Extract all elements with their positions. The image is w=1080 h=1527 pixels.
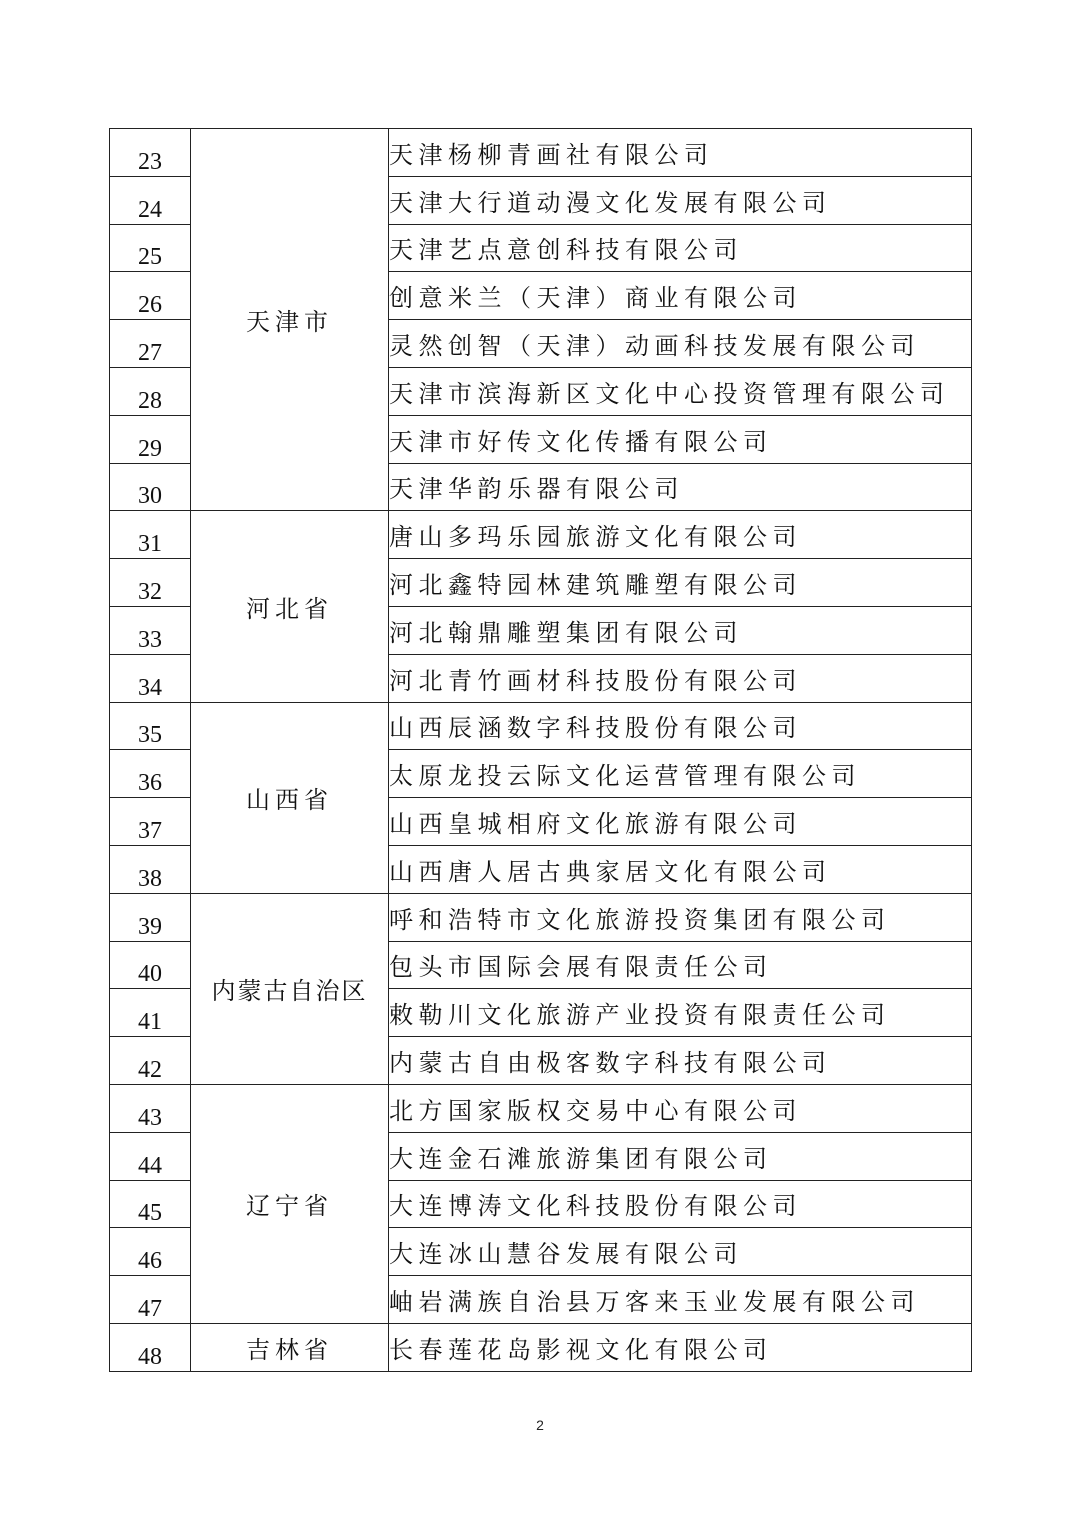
table-row (110, 893, 972, 941)
company-name: 唐山多玛乐园旅游文化有限公司 (389, 511, 972, 559)
row-number: 23 (110, 129, 191, 177)
province-cell: 吉林省 (191, 1323, 389, 1371)
row-number: 42 (110, 1037, 191, 1085)
table-row (110, 511, 972, 559)
company-name: 长春莲花岛影视文化有限公司 (389, 1323, 972, 1371)
row-number: 31 (110, 511, 191, 559)
company-name: 天津市滨海新区文化中心投资管理有限公司 (389, 367, 972, 415)
row-number: 44 (110, 1132, 191, 1180)
company-name: 岫岩满族自治县万客来玉业发展有限公司 (389, 1276, 972, 1324)
row-number: 28 (110, 367, 191, 415)
page-number: 2 (536, 1417, 544, 1433)
province-cell: 内蒙古自治区 (191, 893, 389, 1084)
row-number: 38 (110, 845, 191, 893)
row-number: 45 (110, 1180, 191, 1228)
company-name: 天津华韵乐器有限公司 (389, 463, 972, 511)
company-name: 北方国家版权交易中心有限公司 (389, 1084, 972, 1132)
company-name: 大连博涛文化科技股份有限公司 (389, 1180, 972, 1228)
province-cell: 天津市 (191, 129, 389, 511)
company-name: 天津市好传文化传播有限公司 (389, 415, 972, 463)
row-number: 34 (110, 654, 191, 702)
company-name: 山西皇城相府文化旅游有限公司 (389, 798, 972, 846)
row-number: 24 (110, 176, 191, 224)
table-row (110, 129, 972, 177)
row-number: 47 (110, 1276, 191, 1324)
row-number: 26 (110, 272, 191, 320)
row-number: 35 (110, 702, 191, 750)
company-name: 山西辰涵数字科技股份有限公司 (389, 702, 972, 750)
row-number: 30 (110, 463, 191, 511)
company-name: 呼和浩特市文化旅游投资集团有限公司 (389, 893, 972, 941)
company-name: 河北青竹画材科技股份有限公司 (389, 654, 972, 702)
company-list-table (109, 128, 972, 1372)
row-number: 32 (110, 559, 191, 607)
company-name: 河北翰鼎雕塑集团有限公司 (389, 606, 972, 654)
company-name: 内蒙古自由极客数字科技有限公司 (389, 1037, 972, 1085)
company-name: 河北鑫特园林建筑雕塑有限公司 (389, 559, 972, 607)
company-name: 包头市国际会展有限责任公司 (389, 941, 972, 989)
table-row (110, 1323, 972, 1371)
company-name: 天津艺点意创科技有限公司 (389, 224, 972, 272)
company-name: 敕勒川文化旅游产业投资有限责任公司 (389, 989, 972, 1037)
row-number: 41 (110, 989, 191, 1037)
row-number: 33 (110, 606, 191, 654)
province-cell: 山西省 (191, 702, 389, 893)
row-number: 46 (110, 1228, 191, 1276)
company-name: 天津大行道动漫文化发展有限公司 (389, 176, 972, 224)
row-number: 48 (110, 1323, 191, 1371)
province-cell: 河北省 (191, 511, 389, 702)
row-number: 36 (110, 750, 191, 798)
company-name: 山西唐人居古典家居文化有限公司 (389, 845, 972, 893)
company-name: 创意米兰（天津）商业有限公司 (389, 272, 972, 320)
row-number: 39 (110, 893, 191, 941)
row-number: 27 (110, 320, 191, 368)
company-name: 大连金石滩旅游集团有限公司 (389, 1132, 972, 1180)
company-name: 灵然创智（天津）动画科技发展有限公司 (389, 320, 972, 368)
company-name: 大连冰山慧谷发展有限公司 (389, 1228, 972, 1276)
row-number: 25 (110, 224, 191, 272)
table-row (110, 1084, 972, 1132)
province-cell: 辽宁省 (191, 1084, 389, 1323)
row-number: 29 (110, 415, 191, 463)
row-number: 40 (110, 941, 191, 989)
table-row (110, 702, 972, 750)
table-body (110, 129, 972, 1372)
company-name: 太原龙投云际文化运营管理有限公司 (389, 750, 972, 798)
row-number: 43 (110, 1084, 191, 1132)
row-number: 37 (110, 798, 191, 846)
company-name: 天津杨柳青画社有限公司 (389, 129, 972, 177)
